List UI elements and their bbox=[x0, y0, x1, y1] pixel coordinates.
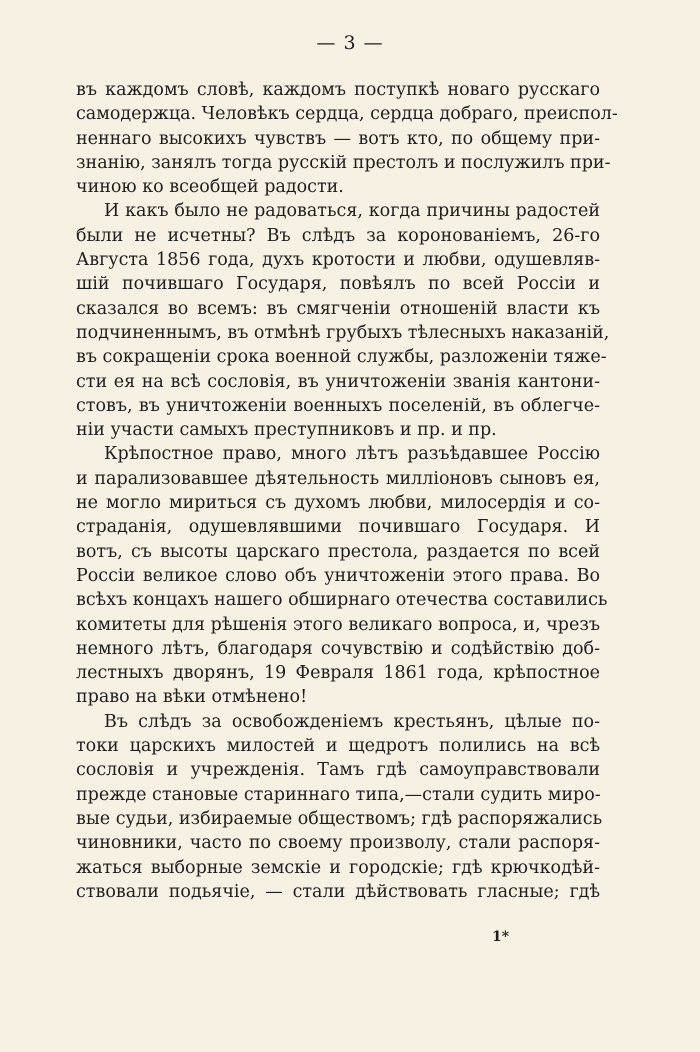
text-line: были не исчетны? Въ слѣдъ за коронованіемъ, 26-го bbox=[76, 225, 600, 246]
text-line: комитеты для рѣшенія этого великаго вопроса, и, чрезъ bbox=[76, 614, 600, 635]
text-line: вотъ, съ высоты царскаго престола, раздается по всей bbox=[76, 541, 600, 562]
text-line: знанію, занялъ тогда русскій престолъ и послужилъ при- bbox=[76, 152, 611, 173]
text-line: ствовали подьячіе, — стали дѣйствовать гласные; гдѣ bbox=[76, 881, 600, 902]
text-line: вые судьи, избираемые обществомъ; гдѣ распоряжались bbox=[76, 808, 603, 829]
text-line: ніи участи самыхъ преступниковъ и пр. и пр. bbox=[76, 420, 497, 441]
body-text bbox=[76, 78, 618, 904]
text-line: неннаго высокихъ чувствъ — вотъ кто, по общему при- bbox=[76, 128, 600, 149]
paragraph bbox=[76, 199, 610, 442]
page-number: — 3 — bbox=[316, 32, 384, 54]
text-line: и парализовавшее дѣятельность милліоновъ сыновъ ея, bbox=[76, 468, 600, 489]
text-line: шій почившаго Государя, повѣялъ по всей Россіи и bbox=[76, 274, 600, 295]
text-line: немного лѣтъ, благодаря сочувствію и содѣйствію доб- bbox=[76, 638, 600, 659]
text-line: всѣхъ концахъ нашего обширнаго отечества составились bbox=[76, 590, 608, 611]
text-line: Крѣпостное право, много лѣтъ разъѣдавшее Россію bbox=[104, 444, 600, 465]
text-line: Августа 1856 года, духъ кротости и любви, одушевляв- bbox=[76, 250, 600, 271]
paragraph bbox=[76, 78, 618, 199]
paragraph bbox=[76, 442, 608, 709]
text-line: въ каждомъ словѣ, каждомъ поступкѣ новаго русскаго bbox=[76, 80, 600, 100]
text-line: жаться выборные земскіе и городскіе; гдѣ крючкодѣй- bbox=[76, 857, 600, 878]
text-line: стовъ, въ уничтоженіи военныхъ поселеній, въ облегче- bbox=[76, 395, 600, 416]
text-line: И какъ было не радоваться, когда причины радостей bbox=[104, 201, 600, 222]
text-line: Россіи великое слово объ уничтоженіи этого права. Во bbox=[76, 565, 600, 586]
text-line: самодержца. Человѣкъ сердца, сердца добраго, преиспол- bbox=[76, 104, 618, 125]
text-line: лестныхъ дворянъ, 19 Февраля 1861 года, крѣпостное bbox=[76, 663, 600, 684]
text-line: страданія, одушевлявшими почившаго Государя. И bbox=[76, 517, 600, 538]
paragraph bbox=[76, 710, 603, 904]
text-line: сказался во всемъ: въ смягченіи отношеній власти къ bbox=[76, 298, 600, 319]
text-line: сти ея на всѣ сословія, въ уничтоженіи званія кантони- bbox=[76, 371, 600, 392]
signature-mark: 1* bbox=[492, 929, 510, 945]
text-line: Въ слѣдъ за освобожденіемъ крестьянъ, цѣлые по- bbox=[104, 711, 600, 732]
text-line: не могло мириться съ духомъ любви, милосердія и со- bbox=[76, 493, 600, 514]
text-line: въ сокращеніи срока военной службы, разложеніи тяже- bbox=[76, 347, 607, 368]
text-line: прежде становые стариннаго типа,—стали судить миро- bbox=[76, 784, 601, 805]
text-line: право на вѣки отмѣнено! bbox=[76, 687, 308, 708]
text-line: чиновники, часто по своему произволу, стали распоря- bbox=[76, 833, 600, 854]
text-line: подчиненнымъ, въ отмѣнѣ грубыхъ тѣлесныхъ наказаній, bbox=[76, 322, 610, 343]
text-line: сословія и учрежденія. Тамъ гдѣ самоуправствовали bbox=[76, 760, 600, 781]
text-line: чиною ко всеобщей радости. bbox=[76, 177, 344, 198]
text-line: токи царскихъ милостей и щедротъ полились на всѣ bbox=[76, 736, 600, 757]
